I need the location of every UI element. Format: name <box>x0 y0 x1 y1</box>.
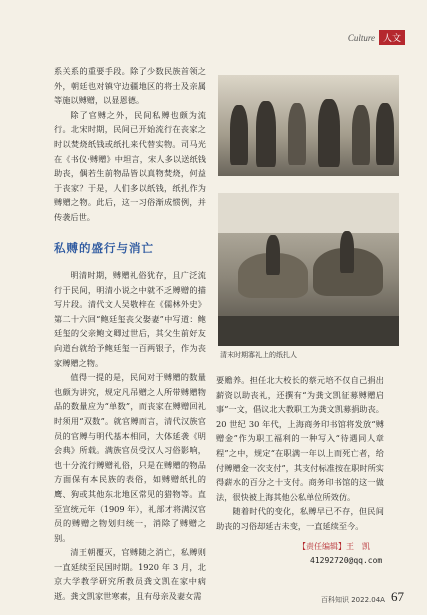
paragraph: 值得一提的是，民间对于赙赠的数量也颇为讲究，规定凡吊赠之人所带赙赠物品的数量应为“单数”，而丧家在赙赠回礼时须用“双数”。就官赙而言，清代汉族官员的官赙与明代基本相同，大体延袭《明会典》所载。满族官员受汉人习俗影响，也十分流行赙赠礼俗，只是在赙赠的物品方面保有本民族的表俗，如赙赠纸扎的鹰、狗或其他东北地区常见的猎物等。直至宣统元年（1909 年），礼部才将满汉官员的赙赠之物划归统一，消除了赙赠之别。 <box>54 372 206 543</box>
article-column-1-bottom <box>54 268 206 604</box>
paragraph: 要赡养。担任北大校长的蔡元培不仅自己捐出薪资以助丧礼，还撰有“为龚文凯征募赙赠启事”一文，倡议北大教职工为龚文凯募捐助丧。20 世纪 30 年代，上海商务印书馆将发放“赙赠金”作为职工福利的一种写入“待遇同人章程”之中，规定“在职满一年以上而死亡者，给付赙赠金一次支付”，其支付标准按在职时所实得薪水的百分之十支付。商务印书馆的这一做法，很快被上海其他公私单位所效仿。 <box>216 375 384 502</box>
article-column-2 <box>216 373 384 534</box>
paragraph: 系关系的重要手段。除了少数民族首领之外，朝廷也对镇守边疆地区的将士及亲属等施以赙赠，以显恩德。 <box>54 66 206 106</box>
figure-silhouette <box>256 101 276 167</box>
magazine-footer: 百科知识 2022.04A <box>321 596 385 604</box>
section-label-en: Culture <box>347 32 375 43</box>
paragraph: 除了官赙之外，民间私赙也颇为流行。北宋时期，民间已开始流行在丧家之时以焚烧纸钱或纸扎来代替实物。司马光在《书仪·赙赠》中坦言，宋人多以送纸钱助丧，偶若生前物品皆以真物焚烧，何益于丧家？于是，人们多以纸钱，纸扎作为赙赠之物。此后，这一习俗渐成惯例，并传袭后世。 <box>54 109 206 222</box>
figure-silhouette <box>352 105 370 165</box>
historical-photo-paper-horses <box>218 193 399 346</box>
figure-silhouette <box>230 105 248 165</box>
page-number: 67 <box>391 589 404 604</box>
photo-caption: 清末时期寡礼上的纸扎人 <box>220 351 297 359</box>
editor-credit: 【责任编辑】王 凯 <box>298 542 370 551</box>
figure-silhouette <box>340 231 354 273</box>
paragraph: 清王朝覆灭，官赙随之消亡，私赙则一直延续至民国时期。1920 年 3 月，北京大学教学研究所教员龚文凯在家中病逝。龚文凯家世寒素，且有母亲及妻女需 <box>54 547 206 602</box>
section-header <box>348 30 405 45</box>
figure-silhouette <box>318 99 340 167</box>
historical-photo-group <box>218 75 399 176</box>
figure-silhouette <box>288 103 306 165</box>
editor-email: 41292720@qq.com <box>310 556 383 565</box>
paragraph: 随着时代的变化，私赙早已不存，但民间助丧的习俗却延古未变，一直延续至今。 <box>216 506 384 531</box>
article-column-1-top <box>54 64 206 225</box>
paragraph: 明清时期，赙赠礼俗犹存，且广泛流行于民间，明清小说之中就不乏赙赠的描写片段。清代文人吴敬梓在《儒林外史》第二十六回“鲍廷玺丧父娶妻”中写道：鲍廷玺的父亲鲍文卿过世后，其父生前好友向道台就给予鲍廷玺一百两银子，作为丧家赙赠之物。 <box>54 270 206 368</box>
section-title: 私赙的盛行与消亡 <box>54 241 154 255</box>
figure-silhouette <box>266 235 280 275</box>
section-label-cn: 人文 <box>379 30 405 45</box>
figure-silhouette <box>376 103 394 165</box>
